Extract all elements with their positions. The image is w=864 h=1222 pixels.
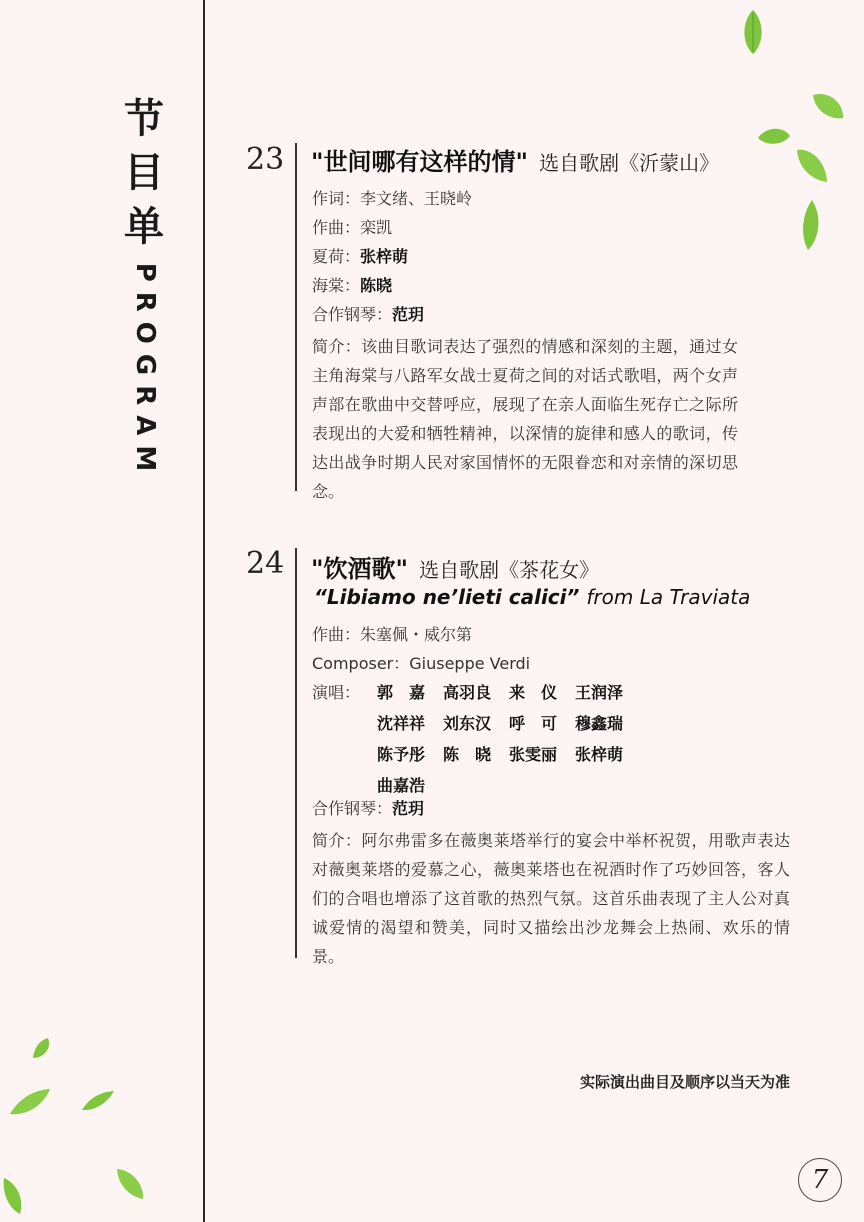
singer: 刘东汉 xyxy=(443,714,492,733)
program-23-number: 23 xyxy=(246,142,285,177)
singer: 张梓萌 xyxy=(575,745,624,764)
program-23-lyricist: 作词：李文绪、王晓岭 xyxy=(312,189,473,208)
schedule-note: 实际演出曲目及顺序以当天为准 xyxy=(579,1073,790,1091)
program-24-number: 24 xyxy=(246,546,285,581)
program-24-singers-label: 演唱： xyxy=(312,683,361,702)
leaf-icon xyxy=(756,124,792,148)
program-23-intro: 简介：该曲目歌词表达了强烈的情感和深刻的主题，通过女主角海棠与八路军女战士夏荷之间的对话式歌唱，两个女声声部在歌曲中交替呼应，展现了在亲人面临生死存亡之际所表现出的大爱和牺牲精神，以深情的旋律和感人的歌词，传达出战争时期人民对家国情怀的无限眷恋和对亲情的深切思念。 xyxy=(312,337,738,501)
program-23-heading xyxy=(311,142,719,177)
singer: 呼 可 xyxy=(509,714,558,733)
program-24-composer-english: Composer：Giuseppe Verdi xyxy=(312,654,531,673)
program-23-role-haitang: 海棠：陈晓 xyxy=(312,276,393,295)
singer: 来 仪 xyxy=(509,683,558,702)
singer: 穆鑫瑞 xyxy=(575,714,624,733)
leaf-icon xyxy=(30,1036,52,1060)
page-title-chinese xyxy=(118,92,170,254)
program-24-title-english: “Libiamo ne’lieti calici” from La Traviata xyxy=(314,585,751,609)
title-char-3: 单 xyxy=(124,204,164,250)
singer: 曲嘉浩 xyxy=(377,776,426,795)
singer: 高羽良 xyxy=(443,683,492,702)
program-24-heading xyxy=(311,549,599,584)
singer: 张雯丽 xyxy=(509,745,558,764)
leaf-icon xyxy=(794,146,830,186)
sidebar-divider xyxy=(203,0,205,1222)
program-24-title: "饮酒歌" xyxy=(311,555,409,583)
program-24-intro: 简介：阿尔弗雷多在薇奥莱塔举行的宴会中举杯祝贺，用歌声表达对薇奥莱塔的爱慕之心，薇奥莱塔也在祝酒时作了巧妙回答，客人们的合唱也增添了这首歌的热烈气氛。这首乐曲表现了主人公对真诚爱情的渴望和赞美，同时又描绘出沙龙舞会上热闹、欢乐的情景。 xyxy=(312,831,790,966)
page-number: 7 xyxy=(798,1158,842,1202)
program-24-subtitle: 选自歌剧《茶花女》 xyxy=(419,558,600,582)
program-24-bar xyxy=(295,548,297,958)
program-23-role-xiahe: 夏荷：张梓萌 xyxy=(312,247,409,266)
title-char-1: 节 xyxy=(124,96,164,142)
leaf-icon xyxy=(8,1086,52,1118)
leaf-icon xyxy=(798,198,824,252)
singer: 陈予彤 xyxy=(377,745,426,764)
program-23-subtitle: 选自歌剧《沂蒙山》 xyxy=(539,151,720,175)
program-24-singers xyxy=(377,680,641,796)
program-24-composer: 作曲：朱塞佩・威尔第 xyxy=(312,625,473,644)
leaf-icon xyxy=(810,90,846,122)
leaf-icon xyxy=(0,1176,26,1216)
program-24-piano: 合作钢琴：范玥 xyxy=(312,799,425,818)
page-title-english: PROGRAM xyxy=(130,262,160,482)
singer: 王润泽 xyxy=(575,683,624,702)
leaf-icon xyxy=(738,8,768,56)
leaf-icon xyxy=(114,1166,146,1202)
singer: 陈 晓 xyxy=(443,745,492,764)
program-23-bar xyxy=(295,143,297,491)
program-23-composer: 作曲：栾凯 xyxy=(312,218,393,237)
program-23-piano: 合作钢琴：范玥 xyxy=(312,305,425,324)
singer: 郭 嘉 xyxy=(377,683,426,702)
title-char-2: 目 xyxy=(124,150,164,196)
program-23-title: "世间哪有这样的情" xyxy=(311,148,529,176)
singer: 沈祥祥 xyxy=(377,714,426,733)
leaf-icon xyxy=(80,1088,116,1114)
